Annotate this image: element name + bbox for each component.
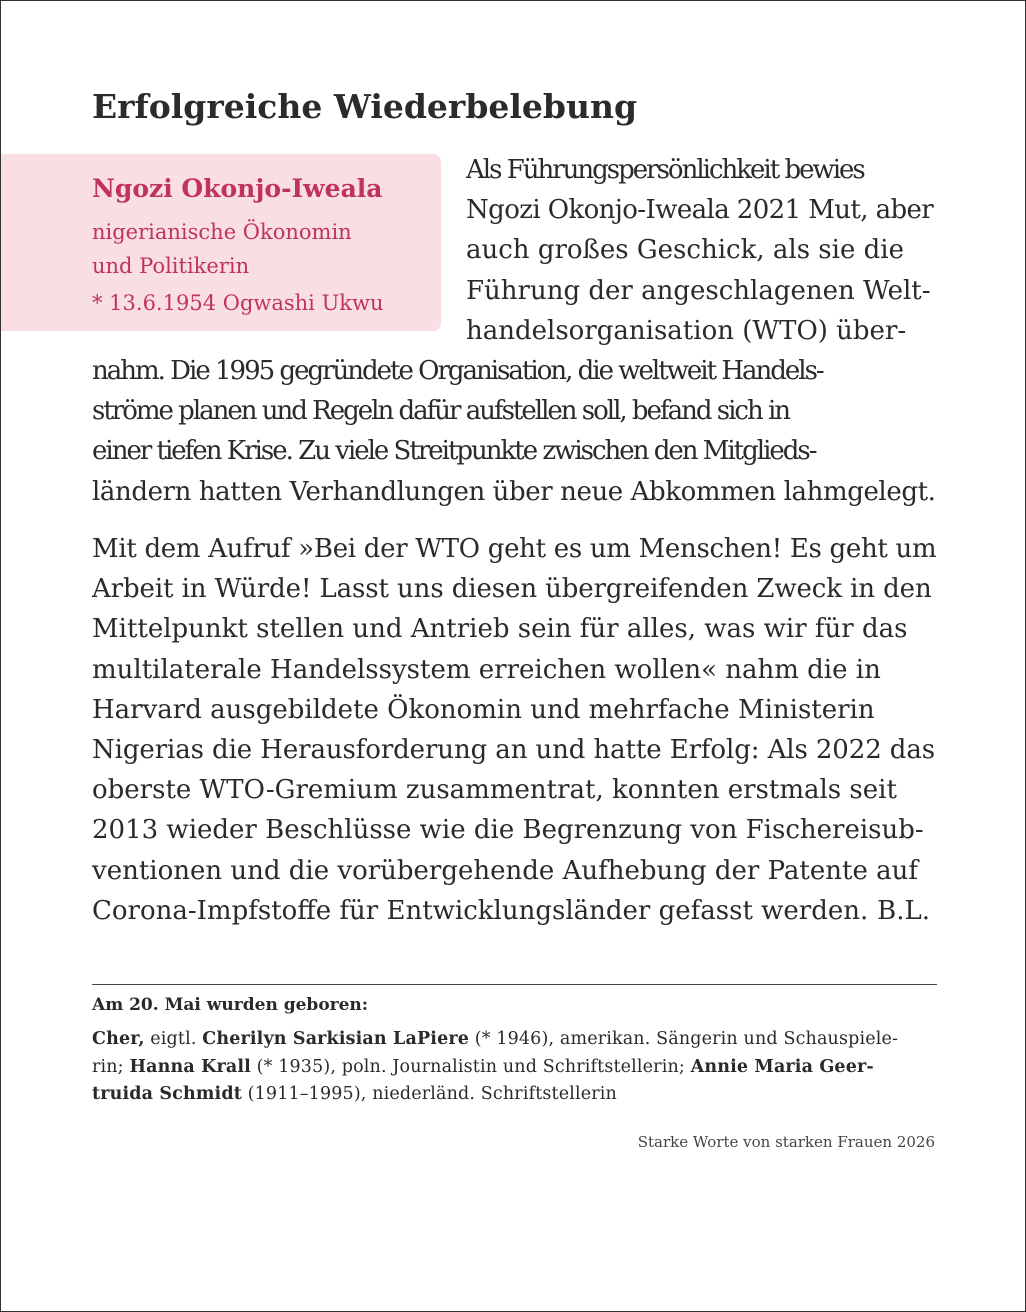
paragraph-line: multilaterale Handelssystem erreichen wollen« nahm die in [92,654,881,685]
born-text: rin; [92,1056,130,1077]
paragraph-2 [92,529,937,931]
paragraph-line: ländern hatten Verhandlungen über neue Abkommen lahmgelegt. [92,476,936,507]
paragraph-1-full-width [92,351,936,512]
paragraph-line: 2013 wieder Beschlüsse wie die Begrenzung von Fischereisub- [92,815,924,846]
born-bold: Cherilyn Sarkisian LaPiere [202,1029,470,1049]
born-bold: Cher, [92,1029,145,1049]
paragraph-line: Corona-Impfstoffe für Entwicklungsländer gefasst werden. [92,895,869,926]
born-text: (* 1946), amerikan. Sängerin und Schauspiele- [469,1029,899,1049]
footer-calendar-title: Starke Worte von starken Frauen 2026 [637,1133,935,1151]
born-bold: Annie Maria Geer- [690,1056,874,1077]
paragraph-line: Arbeit in Würde! Lasst uns diesen übergreifenden Zweck in den [92,574,932,605]
person-role [92,215,352,283]
paragraph-line: Harvard ausgebildete Ökonomin und mehrfache Ministerin [92,694,875,725]
born-line [92,1081,898,1109]
paragraph-line: Mittelpunkt stellen und Antrieb sein für alles, was wir für das [92,614,908,645]
born-heading: Am 20. Mai wurden geboren: [92,995,369,1015]
paragraph-line: Mit dem Aufruf »Bei der WTO geht es um Menschen! Es geht um [92,534,937,564]
born-text: (* 1935), poln. Journalistin und Schriftstellerin; [250,1056,691,1077]
born-text: (1911–1995), niederländ. Schriftstellerin [241,1084,617,1104]
paragraph-line: Führung der angeschlagenen Welt- [466,275,931,306]
born-bold: truida Schmidt [92,1084,242,1104]
paragraph-line: ventionen und die vorübergehende Aufhebung der Patente auf [92,855,918,886]
born-line [92,1054,898,1082]
paragraph-line: Nigerias die Herausforderung an und hatte Erfolg: Als 2022 das [92,735,935,766]
person-name: Ngozi Okonjo-Iweala [92,174,383,203]
person-role-line: und Politikerin [92,254,250,278]
paragraph-line: Ngozi Okonjo-Iweala 2021 Mut, aber [466,195,934,226]
person-role-line: nigerianische Ökonomin [92,220,352,244]
person-birth: * 13.6.1954 Ogwashi Ukwu [92,291,384,315]
author-initials: B.L. [877,895,930,926]
article-title: Erfolgreiche Wiederbelebung [92,87,638,126]
born-list [92,1026,898,1109]
paragraph-line: oberste WTO-Gremium zusammentrat, konnten erstmals seit [92,775,897,806]
born-bold: Hanna Krall [129,1056,251,1077]
paragraph-1-beside-box [466,150,933,351]
paragraph-line: Als Führungspersönlichkeit bewies [466,155,864,185]
paragraph-line: auch großes Geschick, als sie die [466,235,904,266]
section-divider [92,984,937,985]
born-line [92,1026,898,1054]
paragraph-line: handelsorganisation (WTO) über- [466,315,907,346]
paragraph-line: einer tiefen Krise. Zu viele Streitpunkte zwischen den Mitglieds- [92,436,816,467]
born-text: eigtl. [144,1029,203,1049]
paragraph-line: ströme planen und Regeln dafür aufstellen soll, befand sich in [92,396,790,427]
paragraph-last-line [92,891,930,931]
paragraph-line: nahm. Die 1995 gegründete Organisation, die weltweit Handels- [92,356,823,386]
